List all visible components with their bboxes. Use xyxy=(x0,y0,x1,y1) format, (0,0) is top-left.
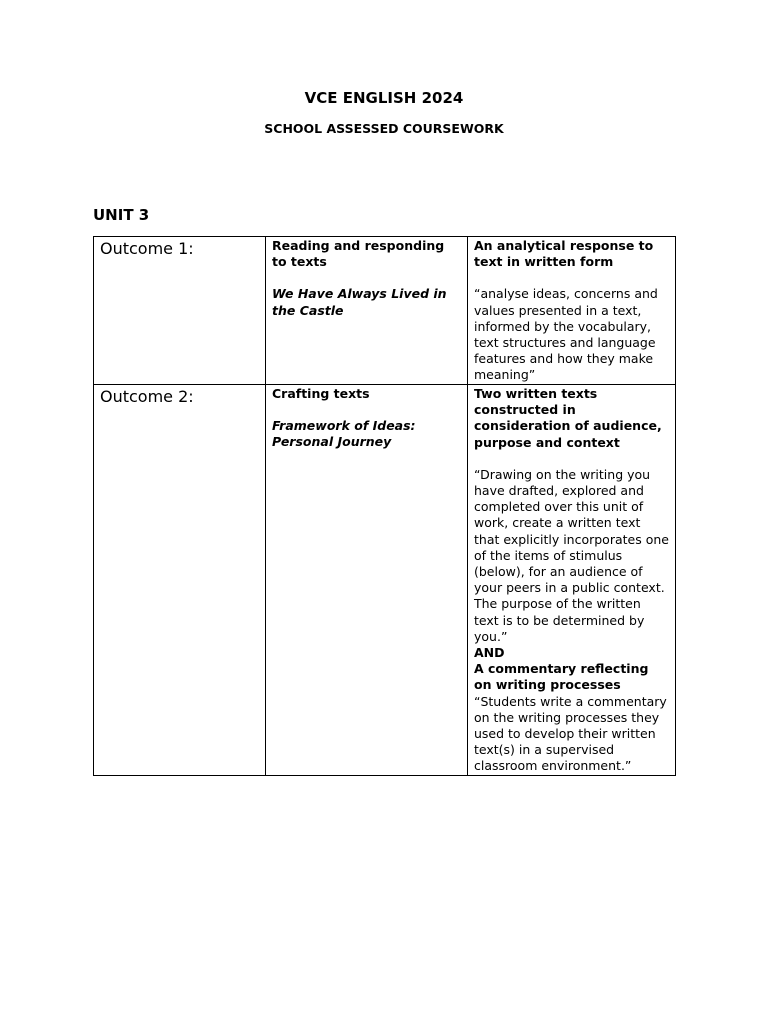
outcome-label-cell xyxy=(94,237,266,385)
outcome-task2-description: “Students write a commentary on the writing processes they used to develop their written text(s) in a supervised classroom environment.” xyxy=(474,693,667,774)
outcome-area-cell xyxy=(266,237,468,385)
outcome-task-heading: An analytical response to text in written form xyxy=(474,238,654,270)
outcomes-table xyxy=(93,236,676,776)
table-row-outcome-1 xyxy=(94,237,676,385)
outcome-area: Crafting texts xyxy=(272,386,370,401)
document-title: VCE ENGLISH 2024 xyxy=(304,89,464,107)
outcome-task-cell xyxy=(468,385,676,776)
outcome-task-description: “analyse ideas, concerns and values presented in a text, informed by the vocabulary, text structures and language features and how they make meaning” xyxy=(474,286,658,383)
outcome-task-cell xyxy=(468,237,676,385)
outcome-area: Reading and responding to texts xyxy=(272,238,445,270)
outcome-task-description: “Drawing on the writing you have drafted, explored and completed over this unit of work, create a written text that explicitly incorporates one of the items of stimulus (below), for an audience of your peers in a public context. The purpose of the written text is to be determined by you.” xyxy=(474,466,669,644)
outcome-task2-heading: A commentary reflecting on writing processes xyxy=(474,661,649,693)
table-row-outcome-2 xyxy=(94,385,676,776)
outcome-area-cell xyxy=(266,385,468,776)
outcome-label-cell xyxy=(94,385,266,776)
unit-heading: UNIT 3 xyxy=(93,206,150,224)
outcome-text-title: We Have Always Lived in the Castle xyxy=(272,286,447,318)
outcome-connector: AND xyxy=(474,645,505,661)
outcome-task-heading: Two written texts constructed in consideration of audience, purpose and context xyxy=(474,386,662,450)
document-subtitle: SCHOOL ASSESSED COURSEWORK xyxy=(264,121,504,136)
outcome-text-title: Framework of Ideas: Personal Journey xyxy=(272,418,416,450)
outcome-label: Outcome 2: xyxy=(100,387,194,406)
outcome-label: Outcome 1: xyxy=(100,239,194,258)
